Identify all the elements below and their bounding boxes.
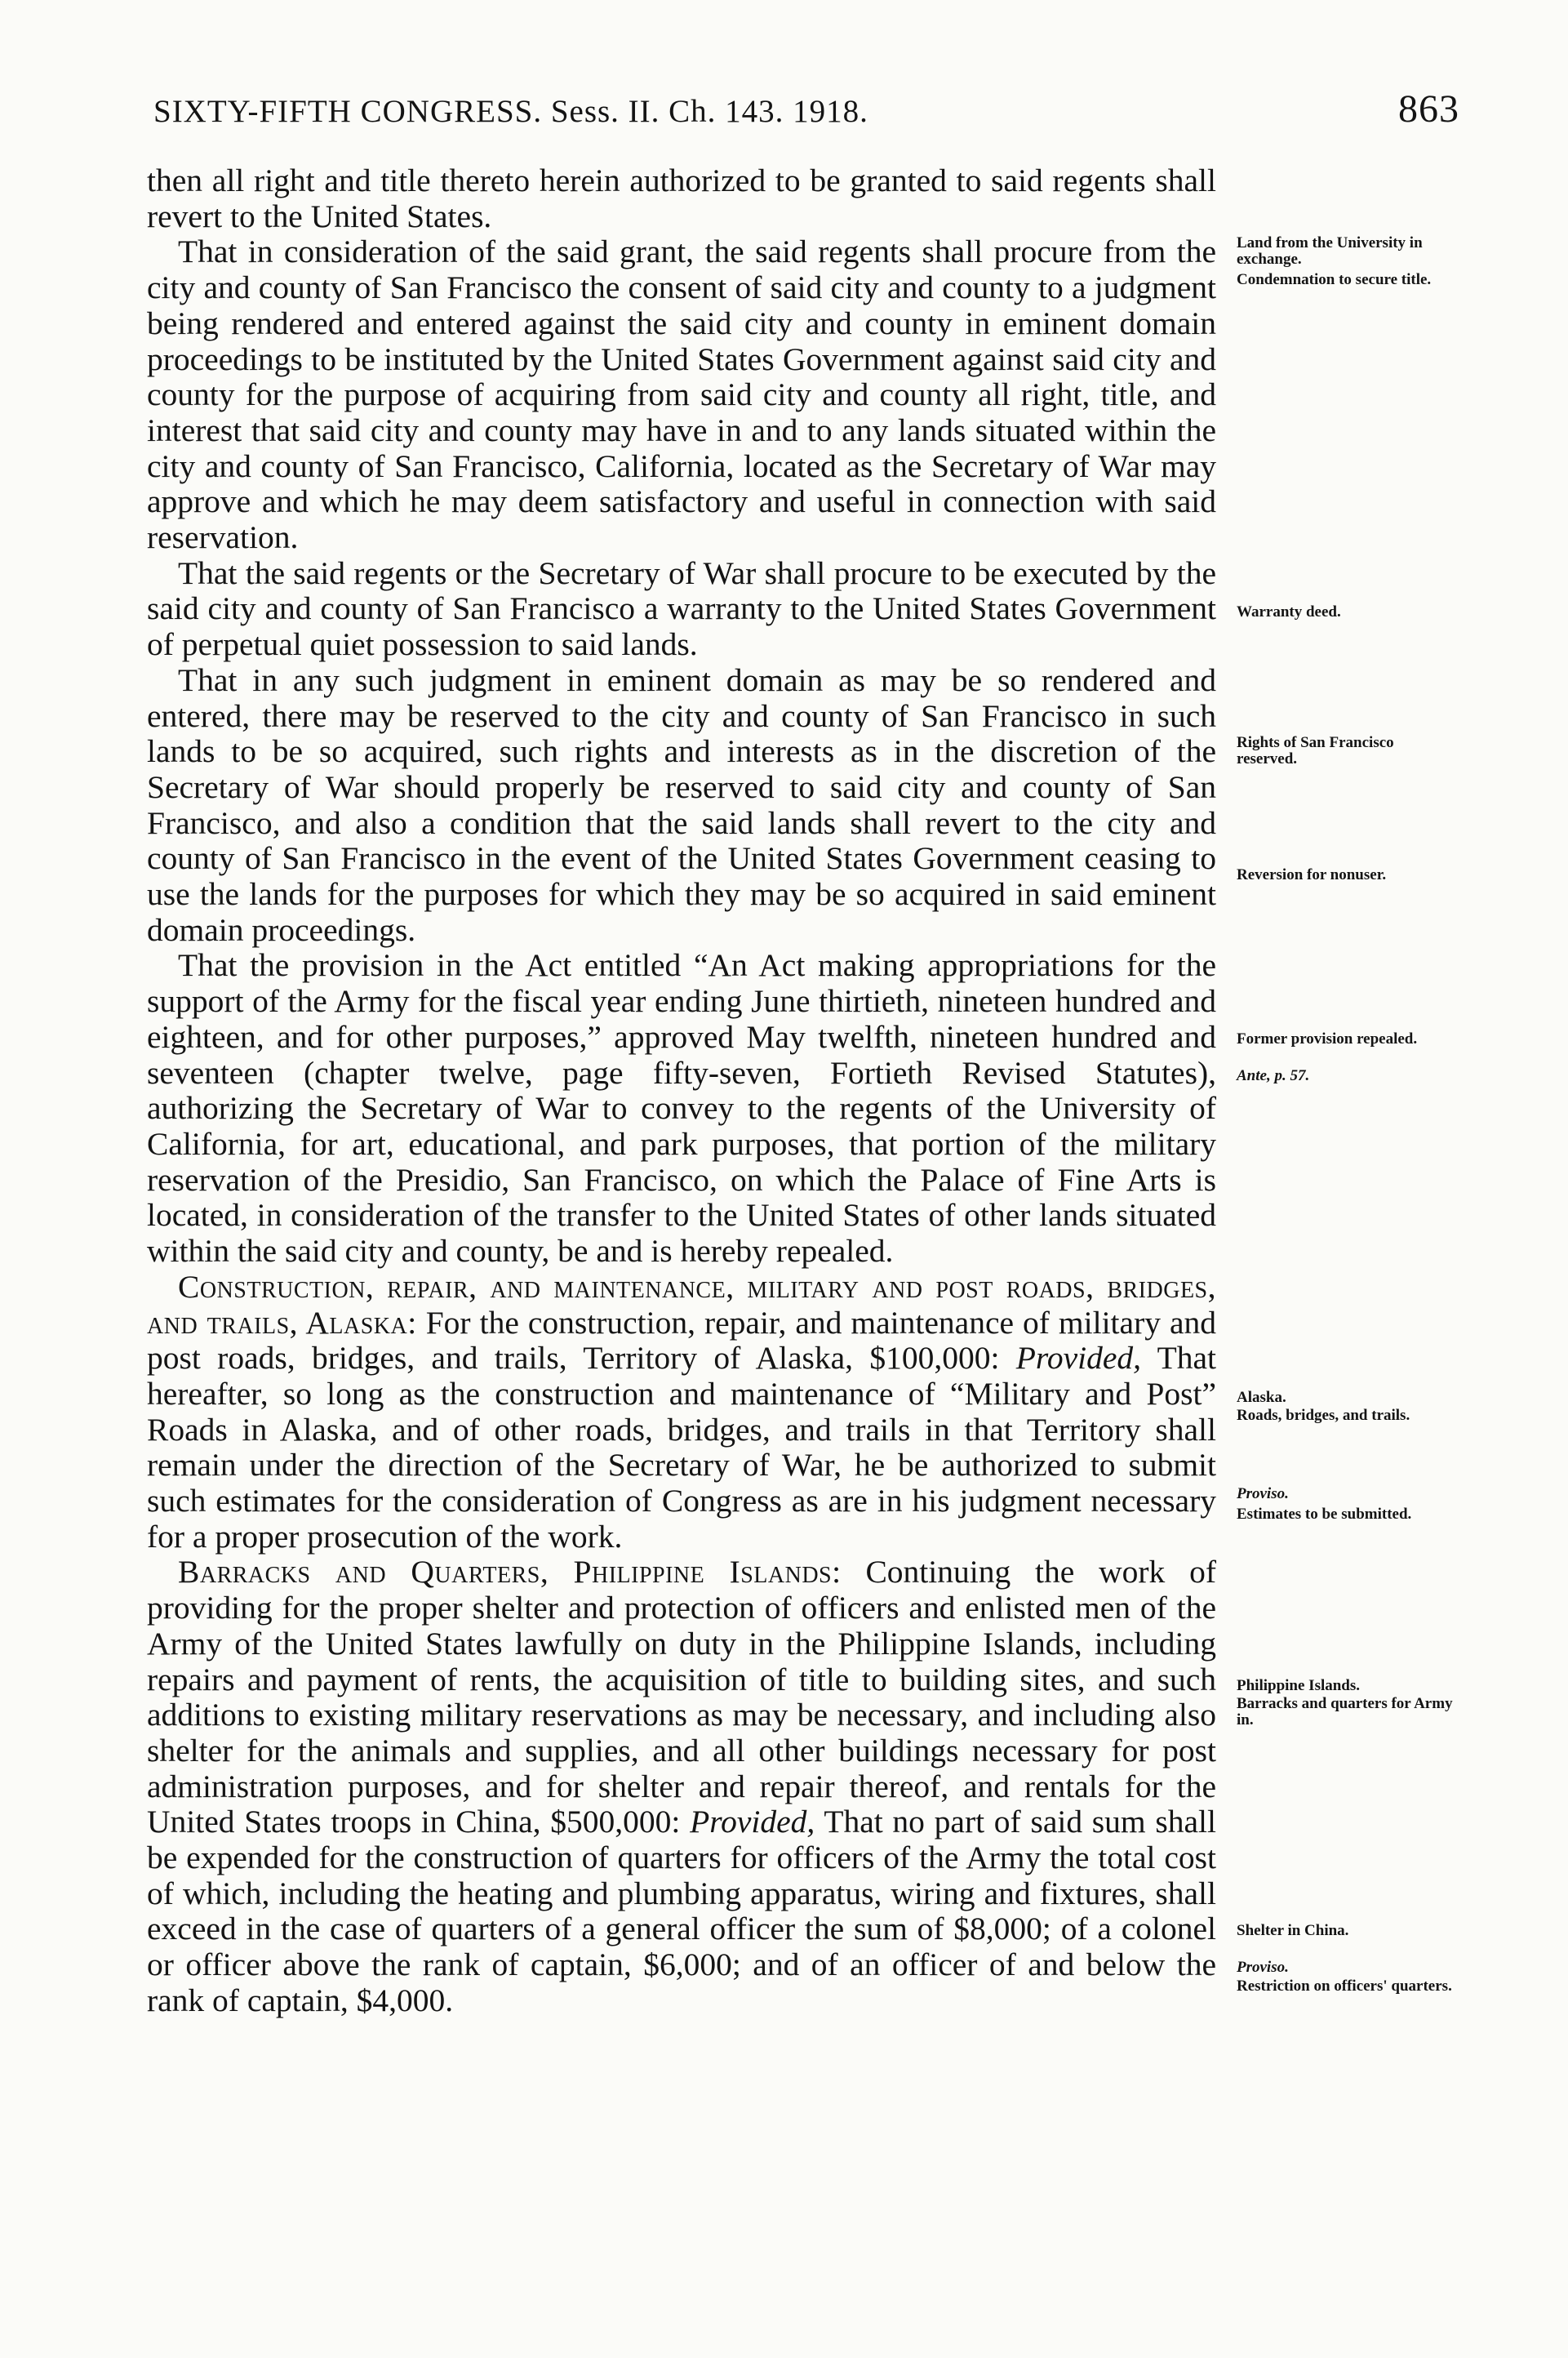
margin-note-reversion: Reversion for nonuser. [1237, 866, 1387, 883]
alaska-text-b: That hereafter, so long as the construction and maintenance of “Military and Post” Roads in Alaska, and of other roads, bridges, and trails in that Territory shall remain under the direction of the Secretary of War, he be authorized to submit such estimates for the consideration of Congress as are in his judgment necessary for a proper prosecution of the work. [147, 1340, 1217, 1555]
margin-note-condemnation: Condemnation to secure title. [1237, 271, 1432, 288]
paragraph-alaska-roads [147, 1270, 1216, 1555]
alaska-provided: Provided, [1015, 1340, 1141, 1377]
paragraph-repeal: That the provision in the Act entitled “An Act making appropriations for the support of the Army for the fiscal year ending June thirtieth, nineteen hundred and eighteen, and for other purposes,” approved May twelfth, nineteen hundred and seventeen (chapter twelve, page fifty-seven, Fortieth Revised Statutes), authorizing the Secretary of War to convey to the regents of the University of California, for art, educational, and park purposes, that portion of the military reservation of the Presidio, San Francisco, on which the Palace of Fine Arts is located, in consideration of the transfer to the United States of other lands situated within the said city and county, be and is hereby repealed. [147, 947, 1216, 1270]
margin-note-restriction: Restriction on officers' quarters. [1237, 1978, 1452, 1995]
barracks-text-a: Continuing the work of providing for the proper shelter and protection of officers and enlisted men of the Army of the United States lawfully on duty in the Philippine Islands, including repairs and payment of rents, the acquisition of title to building sites, and such additions to existing military reservations as may be necessary, and including also shelter for the animals and supplies, and all other buildings necessary for post administration purposes, and for shelter and repair thereof, and rentals for the United States troops in China, $500,000: [147, 1554, 1217, 1840]
paragraph-barracks [147, 1555, 1216, 2018]
margin-note-alaska: Alaska. [1237, 1389, 1286, 1406]
margin-note-rights: Rights of San Francisco reserved. [1237, 734, 1394, 767]
margin-note-roads: Roads, bridges, and trails. [1237, 1407, 1410, 1424]
section-heading-alaska: Construction, repair, and maintenance, military and post roads, bridges, and trails, Alaska: [147, 1268, 1216, 1341]
running-head [153, 83, 1459, 132]
paragraph-warranty: That the said regents or the Secretary of War shall procure to be executed by the said city and county of San Francisco a warranty to the United States Government of perpetual quiet possession to said lands. [147, 554, 1216, 663]
body-text [147, 163, 1216, 2019]
margin-note-land-exchange: Land from the University in exchange. [1237, 234, 1423, 268]
margin-note-shelter-china: Shelter in China. [1237, 1922, 1349, 1939]
margin-note-barracks: Barracks and quarters for Army in. [1237, 1695, 1453, 1728]
margin-note-proviso-1: Proviso. [1237, 1485, 1289, 1502]
paragraph-judgment: That in any such judgment in eminent domain as may be so rendered and entered, there may be reserved to the city and county of San Francisco in such lands to be so acquired, such rights and interests as in the discretion of the Secretary of War should properly be reserved to said city and county of San Francisco, and also a condition that the said lands shall revert to the city and county of San Francisco in the event of the United States Government ceasing to use the lands for the purposes for which they may be so acquired in said eminent domain proceedings. [147, 661, 1216, 948]
margin-note-ante: Ante, p. 57. [1237, 1067, 1310, 1084]
section-heading-barracks: Barracks and Quarters, Philippine Islands: [178, 1554, 842, 1591]
margin-note-proviso-2: Proviso. [1237, 1959, 1289, 1976]
margin-note-warranty: Warranty deed. [1237, 603, 1341, 621]
page-number: 863 [1398, 87, 1459, 131]
alaska-text-a: For the construction, repair, and maintenance of military and post roads, bridges, and trails, Territory of Alaska, $100,000: [147, 1304, 1217, 1377]
margin-note-philippine: Philippine Islands. [1237, 1677, 1361, 1694]
paragraph-consideration: That in consideration of the said grant, the said regents shall procure from the city and county of San Francisco the consent of said city and county to a judgment being rendered and entered against the said city and county in eminent domain proceedings to be instituted by the United States Government against said city and county for the purpose of acquiring from said city and county all right, title, and interest that said city and county may have in and to any lands situated within the city and county of San Francisco, California, located as the Secretary of War may approve and which he may deem satisfactory and useful in connection with said reservation. [147, 234, 1216, 556]
margin-note-estimates: Estimates to be submitted. [1237, 1506, 1412, 1523]
barracks-text-b: That no part of said sum shall be expended for the construction of quarters for officers of the Army the total cost of which, including the heating and plumbing apparatus, wiring and fixtures, shall exceed in the case of quarters of a general officer the sum of $8,000; of a colonel or officer above the rank of captain, $6,000; and of an officer of and below the rank of captain, $4,000. [147, 1804, 1216, 2018]
barracks-provided: Provided, [690, 1804, 815, 1840]
running-title: SIXTY-FIFTH CONGRESS. Sess. II. Ch. 143. 1918. [153, 94, 868, 129]
paragraph-reversion: then all right and title thereto herein authorized to be granted to said regents shall revert to the United States. [147, 162, 1216, 234]
margin-note-former-repealed: Former provision repealed. [1237, 1030, 1418, 1048]
